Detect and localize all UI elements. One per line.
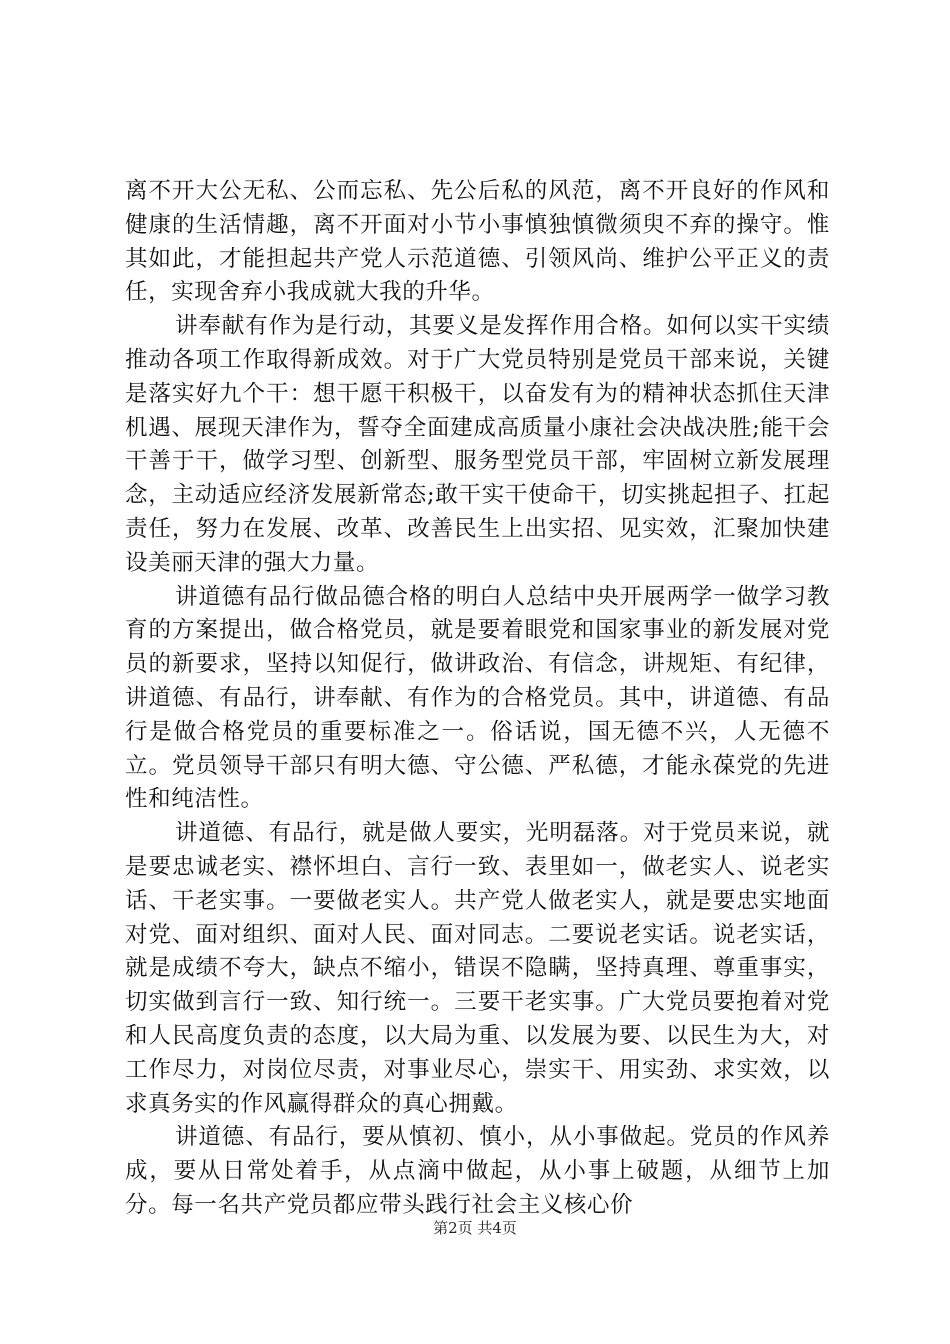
paragraph: 讲道德、有品行，要从慎初、慎小，从小事做起。党员的作风养成，要从日常处着手，从点滴中做起，从小事上破题，从细节上加分。每一名共产党员都应带头践行社会主义核心价	[125, 1124, 830, 1218]
page-footer	[0, 1218, 950, 1238]
page-number: 第2页 共4页	[433, 1219, 517, 1237]
document-body	[125, 175, 830, 1223]
paragraph: 讲道德有品行做品德合格的明白人总结中央开展两学一做学习教育的方案提出，做合格党员，就是要着眼党和国家事业的新发展对党员的新要求，坚持以知促行，做讲政治、有信念，讲规矩、有纪律，讲道德、有品行，讲奉献、有作为的合格党员。其中，讲道德、有品行是做合格党员的重要标准之一。俗话说，国无德不兴，人无德不立。党员领导干部只有明大德、守公德、严私德，才能永葆党的先进性和纯洁性。	[125, 583, 830, 813]
paragraph: 讲奉献有作为是行动，其要义是发挥作用合格。如何以实干实绩推动各项工作取得新成效。对于广大党员特别是党员干部来说，关键是落实好九个干：想干愿干积极干，以奋发有为的精神状态抓住天津机遇、展现天津作为，誓夺全面建成高质量小康社会决战决胜;能干会干善于干，做学习型、创新型、服务型党员干部，牢固树立新发展理念，主动适应经济发展新常态;敢干实干使命干，切实挑起担子、扛起责任，努力在发展、改革、改善民生上出实招、见实效，汇聚加快建设美丽天津的强大力量。	[125, 313, 830, 576]
paragraph-continuation: 离不开大公无私、公而忘私、先公后私的风范，离不开良好的作风和健康的生活情趣，离不开面对小节小事慎独慎微须臾不弃的操守。惟其如此，才能担起共产党人示范道德、引领风尚、维护公平正义的责任，实现舍弃小我成就大我的升华。	[125, 178, 830, 306]
paragraph: 讲道德、有品行，就是做人要实，光明磊落。对于党员来说，就是要忠诚老实、襟怀坦白、言行一致、表里如一，做老实人、说老实话、干老实事。一要做老实人。共产党人做老实人，就是要忠实地面对党、面对组织、面对人民、面对同志。二要说老实话。说老实话，就是成绩不夸大，缺点不缩小，错误不隐瞒，坚持真理、尊重事实，切实做到言行一致、知行统一。三要干老实事。广大党员要抱着对党和人民高度负责的态度，以大局为重、以发展为要、以民生为大，对工作尽力，对岗位尽责，对事业尽心，崇实干、用实劲、求实效，以求真务实的作风赢得群众的真心拥戴。	[125, 820, 830, 1117]
